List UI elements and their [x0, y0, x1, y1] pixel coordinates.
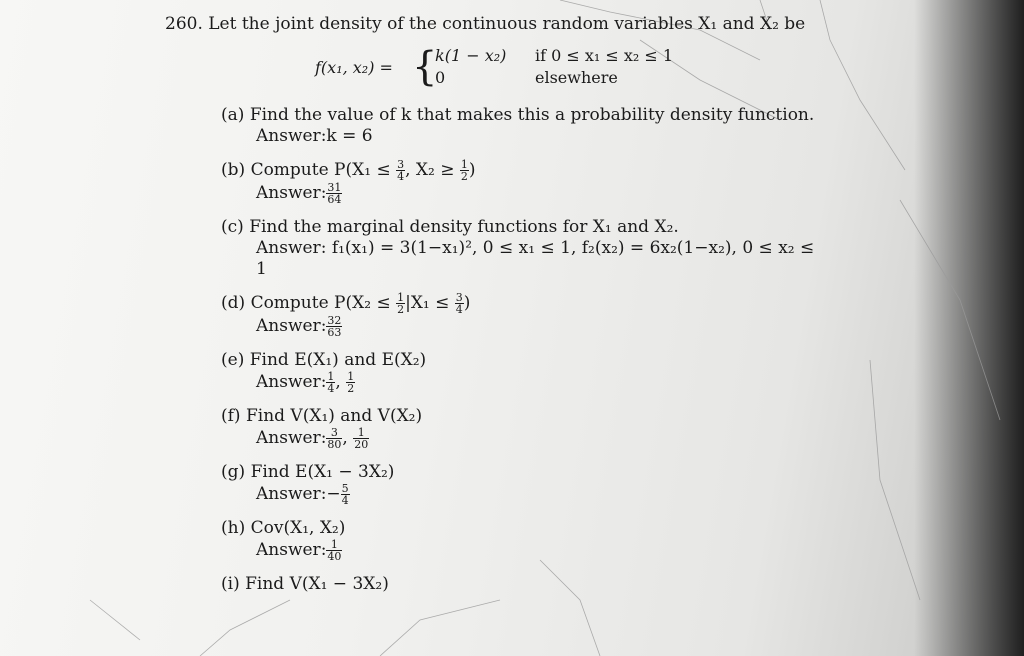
part-answer: Answer: $\frac{3}{80}$ , $\frac{1}{20}$: [256, 426, 369, 451]
part-question: Compute P(X₂ ≤ $\frac{1}{2}$ |X₁ ≤ $\frac{3}{4}$ ): [250, 291, 471, 316]
part-question: Find E(X₁) and E(X₂): [249, 350, 427, 370]
part-b: [221, 159, 815, 205]
part-answer: Answer: f₁(x₁) = 3(1−x₁)², 0 ≤ x₁ ≤ 1, f₂(x₂) = 6x₂(1−x₂), 0 ≤ x₂ ≤ 1: [256, 238, 815, 279]
part-f: [221, 406, 815, 450]
formula-case1-expr: k(1 − x₂): [435, 46, 507, 65]
problem-document: [165, 14, 815, 607]
part-label: (h): [221, 518, 246, 538]
formula-case1-cond: if 0 ≤ x₁ ≤ x₂ ≤ 1: [535, 46, 674, 65]
part-label: (e): [221, 350, 245, 370]
answer-fraction: $\frac{1}{2}$: [347, 370, 355, 395]
part-h: [221, 518, 815, 562]
part-answer: Answer:k = 6: [256, 126, 373, 146]
answer-fraction: $\frac{1}{40}$: [327, 538, 342, 563]
part-answer: Answer:− $\frac{5}{4}$: [256, 482, 349, 507]
answer-fraction: $\frac{5}{4}$: [341, 482, 349, 507]
answer-fraction: $\frac{31}{64}$: [327, 181, 342, 206]
joint-density-formula: [315, 43, 815, 95]
part-label: (g): [221, 462, 246, 482]
answer-fraction: $\frac{32}{63}$: [327, 314, 342, 339]
part-question: Find V(X₁ − 3X₂): [245, 574, 389, 594]
part-answer: Answer: $\frac{32}{63}$: [256, 314, 342, 339]
part-label: (i): [221, 574, 240, 594]
part-c: [221, 217, 815, 280]
part-label: (c): [221, 217, 244, 237]
formula-brace: {: [412, 44, 438, 90]
part-question: Cov(X₁, X₂): [250, 518, 346, 538]
part-d: [221, 292, 815, 338]
question-fraction: $\frac{3}{4}$: [397, 158, 405, 183]
question-fraction: $\frac{1}{2}$: [397, 291, 405, 316]
part-question: Find E(X₁ − 3X₂): [250, 462, 395, 482]
part-label: (f): [221, 406, 241, 426]
part-g: [221, 462, 815, 506]
answer-fraction: $\frac{1}{4}$: [327, 370, 335, 395]
formula-case2-cond: elsewhere: [535, 68, 618, 87]
part-answer: Answer: $\frac{1}{40}$: [256, 538, 342, 563]
problem-header: [165, 14, 815, 35]
formula-case2-expr: 0: [435, 68, 446, 87]
part-a: [221, 105, 815, 147]
question-fraction: $\frac{3}{4}$: [455, 291, 463, 316]
part-label: (b): [221, 160, 246, 180]
part-answer: Answer: $\frac{1}{4}$ , $\frac{1}{2}$: [256, 370, 355, 395]
part-e: [221, 350, 815, 394]
problem-intro: Let the joint density of the continuous random variables X₁ and X₂ be: [208, 14, 806, 34]
part-question: Find V(X₁) and V(X₂): [245, 406, 423, 426]
part-answer: Answer: $\frac{31}{64}$: [256, 181, 342, 206]
part-question: Find the value of k that makes this a probability density function.: [249, 105, 815, 125]
problem-number: 260.: [165, 14, 203, 34]
answer-fraction: $\frac{3}{80}$: [327, 426, 342, 451]
part-question: Compute P(X₁ ≤ $\frac{3}{4}$ , X₂ ≥ $\frac{1}{2}$ ): [250, 158, 476, 183]
part-i: [221, 574, 815, 595]
part-question: Find the marginal density functions for X₁ and X₂.: [249, 217, 679, 237]
answer-fraction: $\frac{1}{20}$: [354, 426, 369, 451]
question-fraction: $\frac{1}{2}$: [460, 158, 468, 183]
part-label: (a): [221, 105, 245, 125]
formula-lhs: f(x₁, x₂) =: [315, 58, 393, 77]
part-label: (d): [221, 293, 246, 313]
